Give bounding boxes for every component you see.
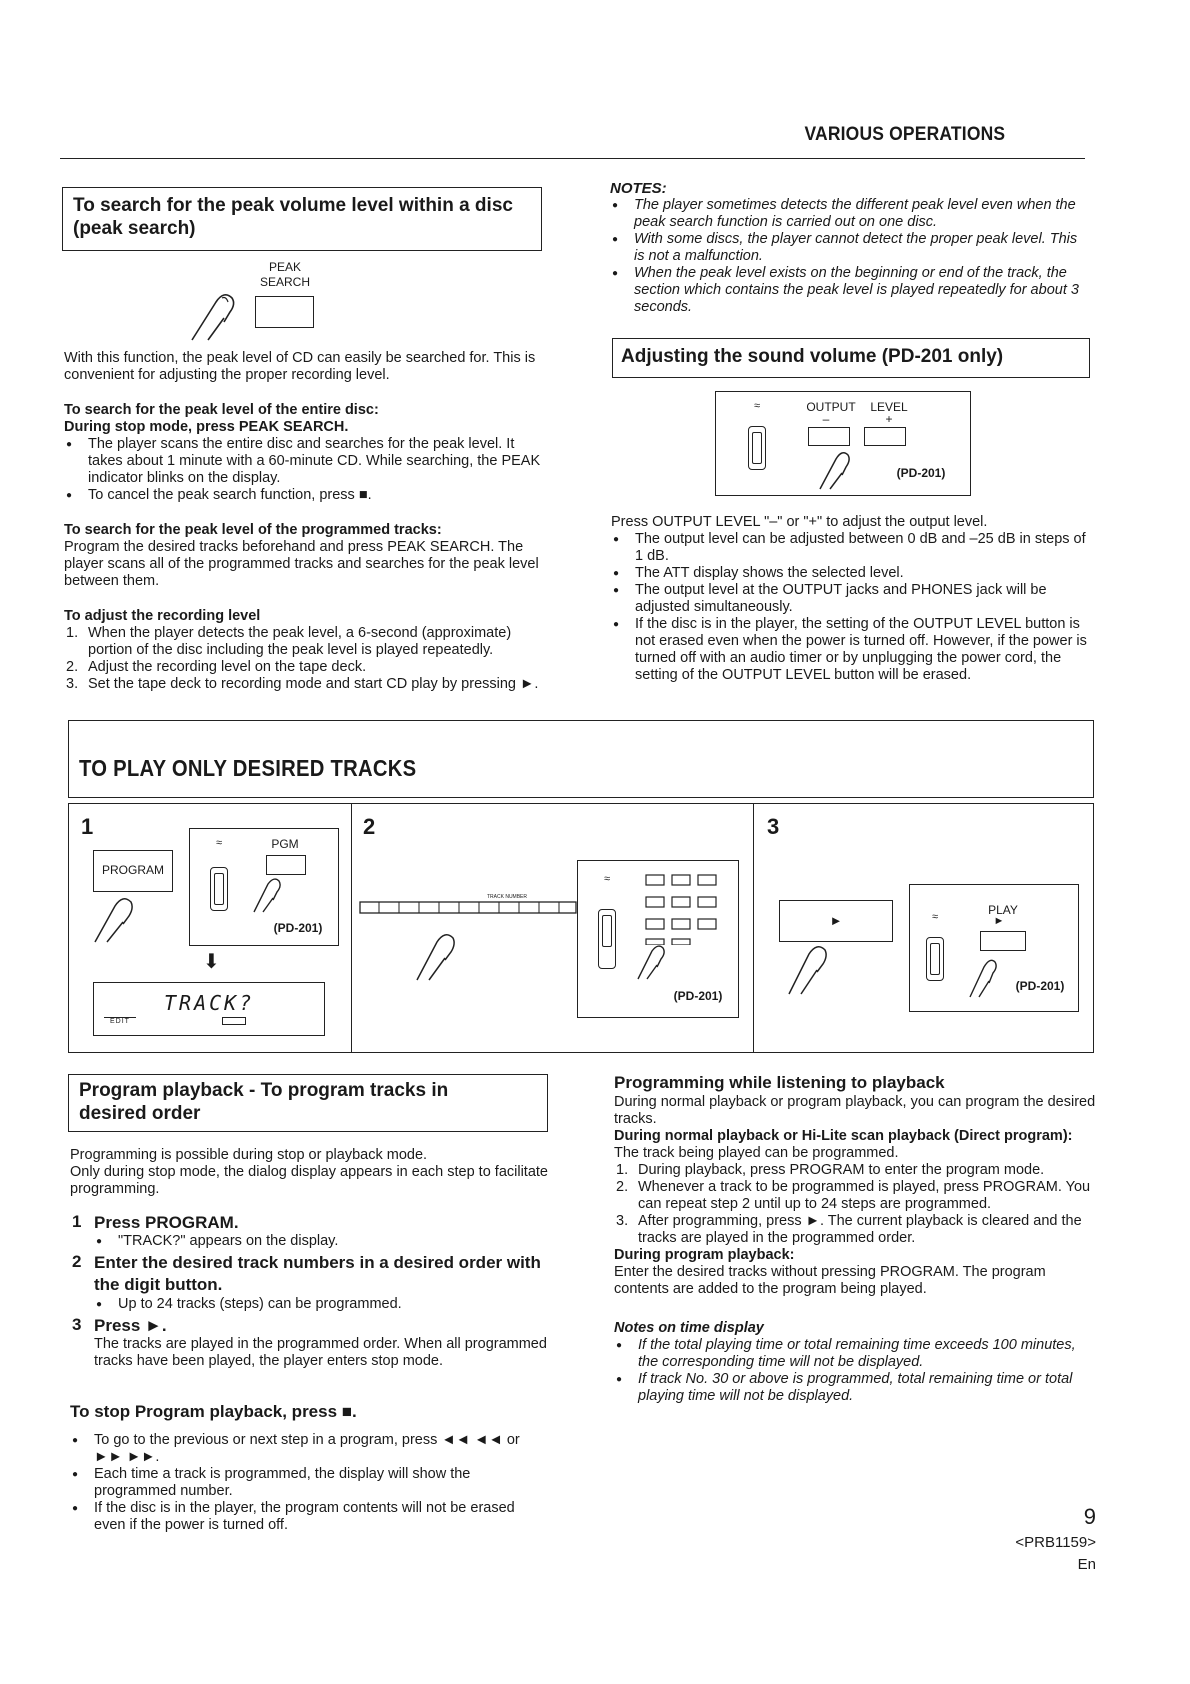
desired-tracks-title: TO PLAY ONLY DESIRED TRACKS (79, 755, 417, 781)
volume-bullet-1: ● The output level can be adjusted between 0 dB and –25 dB in steps of 1 dB. (611, 531, 1095, 565)
model-label: (PD-201) (896, 466, 946, 480)
output-level-panel (715, 391, 971, 496)
program-intro-1: Programming is possible during stop or playback mode. (70, 1147, 428, 1163)
language-code: En (1077, 1556, 1096, 1573)
rec-step-3: 3. Set the tape deck to recording mode and start CD play by pressing ►. (66, 676, 539, 692)
note-3: ● When the peak level exists on the beginning or end of the track, the section which contains the peak level is played repeatedly for about 3 seconds. (610, 265, 1088, 316)
program-bullet-2: ● Each time a track is programmed, the display will show the programmed number. (70, 1466, 550, 1500)
time-notes-heading: Notes on time display (614, 1320, 764, 1336)
display-text: TRACK? (164, 991, 255, 1015)
remote-signal: ≈ (931, 911, 939, 923)
digit-buttons[interactable] (644, 867, 722, 945)
program-step-1: 1 Press PROGRAM. (72, 1212, 239, 1232)
finger-icon (785, 940, 835, 996)
digit-remote-panel (577, 860, 739, 1018)
remote-icon (926, 937, 944, 981)
notes-title: NOTES: (610, 180, 667, 197)
header-rule (60, 158, 1085, 159)
remote-signal: ≈ (753, 400, 761, 412)
remote-icon (210, 867, 228, 911)
model-label: (PD-201) (273, 921, 323, 935)
step-2-number: 2 (363, 814, 376, 839)
output-label: OUTPUT (806, 400, 856, 414)
play-symbol: ► (993, 915, 1005, 927)
volume-intro: Press OUTPUT LEVEL "–" or "+" to adjust the output level. (611, 514, 988, 530)
peak-label-1: PEAK (268, 260, 301, 274)
note-1: ● The player sometimes detects the different peak level even when the peak search function is carried out on one disc. (610, 197, 1088, 231)
remote-icon (748, 426, 766, 470)
output-level-plus-button[interactable] (864, 427, 906, 446)
peak-search-title-box (62, 187, 542, 251)
display-panel (93, 982, 325, 1036)
finger-icon (186, 288, 246, 343)
pgm-indicator (222, 1017, 246, 1025)
listening-intro: During normal playback or program playback, you can program the desired tracks. (614, 1094, 1096, 1127)
step-3-number: 3 (767, 814, 780, 839)
peak-label-2: SEARCH (259, 275, 310, 289)
during-program-heading: During program playback: (614, 1247, 795, 1263)
track-number-label: TRACK NUMBER (487, 894, 528, 900)
step1-remote-panel (189, 828, 339, 946)
plus-label: + (885, 412, 893, 426)
volume-bullet-4: ● If the disc is in the player, the setting of the OUTPUT LEVEL button is not erased even when the power is turned off. However, if the power is turned off with an audio timer or by unplugging the power cord, the setting of the OUTPUT LEVEL button will be erased. (611, 616, 1095, 684)
finger-icon (91, 892, 141, 944)
program-step-1-bullet: ● "TRACK?" appears on the display. (94, 1233, 550, 1250)
program-step-3-text: The tracks are played in the programmed order. When all programmed tracks have been played, the player enters stop mode. (94, 1336, 547, 1369)
volume-bullet-2: ● The ATT display shows the selected level. (611, 565, 1095, 582)
model-label: (PD-201) (673, 989, 723, 1003)
section-header: VARIOUS OPERATIONS (804, 124, 1005, 145)
volume-title: Adjusting the sound volume (PD-201 only) (621, 346, 1004, 367)
pgm-button[interactable] (266, 855, 306, 875)
finger-icon (966, 955, 1002, 999)
note-2: ● With some discs, the player cannot detect the proper peak level. This is not a malfunction. (610, 231, 1088, 265)
down-arrow-icon: ⬇ (203, 951, 220, 973)
remote-signal: ≈ (603, 873, 611, 885)
listening-step-2: 2. Whenever a track to be programmed is played, press PROGRAM. You can repeat step 2 until up to 24 steps are programmed. (616, 1179, 1091, 1212)
peak-search-title: To search for the peak volume level within a disc (peak search) (73, 195, 513, 239)
volume-bullet-3: ● The output level at the OUTPUT jacks and PHONES jack will be adjusted simultaneously. (611, 582, 1095, 616)
listening-title: Programming while listening to playback (614, 1073, 945, 1092)
step-divider-1 (351, 804, 352, 1052)
during-program-text: Enter the desired tracks without pressing PROGRAM. The program contents are added to the program being played. (614, 1264, 1046, 1297)
peak-search-button[interactable] (255, 296, 314, 328)
play-button[interactable]: ► (779, 900, 893, 942)
rec-heading: To adjust the recording level (64, 608, 261, 624)
edit-indicator: EDIT (104, 1017, 136, 1025)
page-number: 9 (1083, 1504, 1096, 1529)
program-step-2: 2 Enter the desired track numbers in a desired order with the digit button. (72, 1252, 541, 1294)
remote-icon (598, 909, 616, 969)
output-level-minus-button[interactable] (808, 427, 850, 446)
peak-entire-subheading: During stop mode, press PEAK SEARCH. (64, 419, 349, 435)
rec-step-2: 2. Adjust the recording level on the tape deck. (66, 659, 367, 675)
peak-entire-heading: To search for the peak level of the entire disc: (64, 402, 379, 418)
finger-icon (816, 447, 856, 491)
time-note-2: ● If track No. 30 or above is programmed, total remaining time or total playing time will not be displayed. (614, 1371, 1098, 1405)
remote-play-button[interactable] (980, 931, 1026, 951)
level-label: LEVEL (870, 400, 908, 414)
program-step-3: 3 Press ►. (72, 1315, 167, 1335)
program-bullet-3: ● If the disc is in the player, the program contents will not be erased even if the power is turned off. (70, 1500, 550, 1534)
peak-entire-bullet-1: ● The player scans the entire disc and searches for the peak level. It takes about 1 minute with a 60-minute CD. While searching, the PEAK indicator blinks on the display. (64, 436, 546, 487)
play-label: PLAY (988, 903, 1018, 917)
program-title-box (68, 1074, 548, 1132)
minus-label: – (822, 412, 830, 426)
pgm-label: PGM (271, 837, 299, 851)
steps-strip (68, 803, 1094, 1053)
program-intro-2: Only during stop mode, the dialog display appears in each step to facilitate programming. (70, 1164, 548, 1197)
program-button[interactable]: PROGRAM (93, 850, 173, 892)
track-number-buttons[interactable] (359, 898, 577, 916)
program-stop-heading: To stop Program playback, press ■. (70, 1402, 357, 1421)
listening-step-1: 1. During playback, press PROGRAM to enter the program mode. (616, 1162, 1045, 1178)
peak-prog-text: Program the desired tracks beforehand and press PEAK SEARCH. The player scans all of the programmed tracks and searches for the peak level between them. (64, 539, 539, 589)
volume-title-box (612, 338, 1090, 378)
play-remote-panel (909, 884, 1079, 1012)
peak-entire-bullet-2: ● To cancel the peak search function, press ■. (64, 487, 546, 504)
peak-intro: With this function, the peak level of CD can easily be searched for. This is convenient for adjusting the proper recording level. (64, 350, 536, 383)
listening-direct: During normal playback or Hi-Lite scan playback (Direct program): The track being played can be programmed. (614, 1128, 1073, 1161)
program-title: Program playback - To program tracks in desired order (79, 1080, 449, 1124)
program-step-2-bullet: ● Up to 24 tracks (steps) can be programmed. (94, 1296, 550, 1313)
desired-tracks-title-box (68, 720, 1094, 798)
model-label: (PD-201) (1015, 979, 1065, 993)
finger-icon (250, 874, 286, 914)
peak-prog-heading: To search for the peak level of the programmed tracks: (64, 522, 442, 538)
remote-signal: ≈ (215, 837, 223, 849)
step-divider-2 (753, 804, 754, 1052)
document-code: <PRB1159> (1015, 1534, 1096, 1551)
time-note-1: ● If the total playing time or total remaining time exceeds 100 minutes, the corresponding time will not be displayed. (614, 1337, 1098, 1371)
listening-step-3: 3. After programming, press ►. The current playback is cleared and the tracks are played in the programmed order. (616, 1213, 1082, 1246)
finger-icon (634, 941, 670, 981)
finger-icon (413, 928, 463, 982)
step-1-number: 1 (81, 814, 94, 839)
program-bullet-1: ● To go to the previous or next step in a program, press ◄◄ ◄◄ or ►► ►►. (70, 1432, 550, 1466)
rec-step-1: 1. When the player detects the peak level, a 6-second (approximate) portion of the disc including the peak level is played repeatedly. (66, 625, 512, 658)
